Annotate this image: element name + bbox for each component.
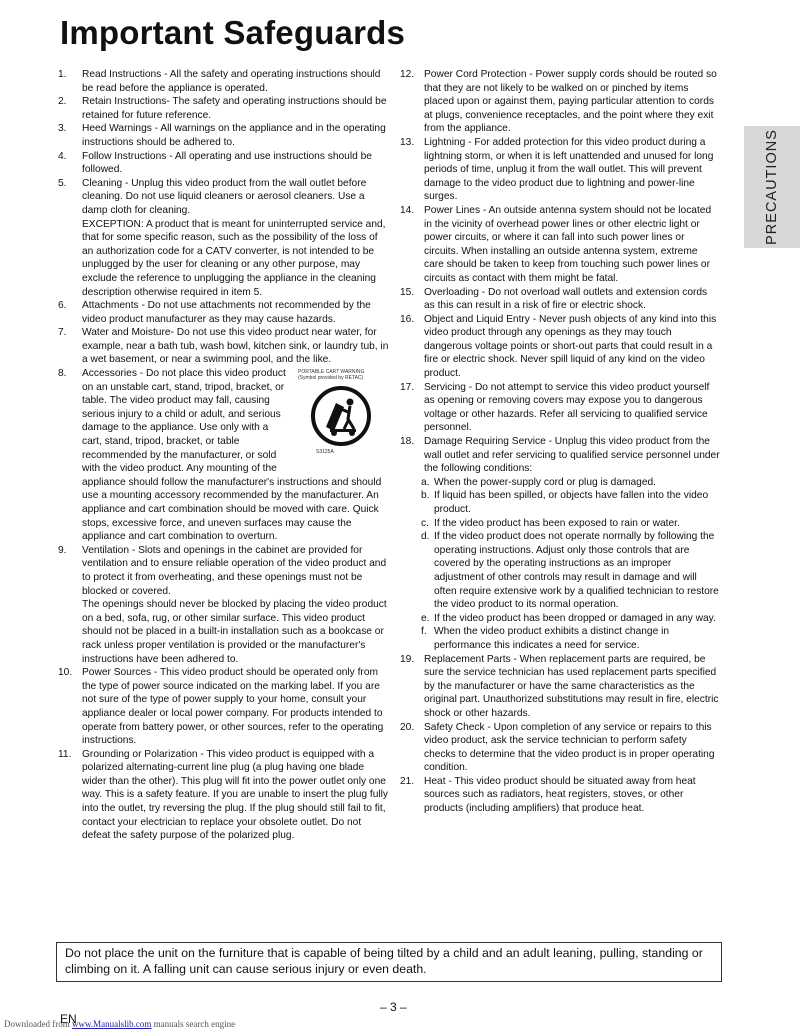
condition-item (400, 625, 720, 652)
item-text: Grounding or Polarization - This video product is equipped with a polarized alternating-current line plug (a plug having one blade wider than the other). This plug will fit into the power outlet only one way. This is a safety feature. If you are unable to insert the plug fully into the outlet, try reversing the plug. If the plug should still fail to fit, contact your electrician to replace your obsolete outlet. Do not defeat the safety purpose of the polarized plug. (82, 748, 388, 842)
item-text: Water and Moisture- Do not use this video product near water, for example, near a bath tub, wash bowl, kitchen sink, or laundry tub, in a wet basement, or near a swimming pool, and the like. (82, 327, 389, 366)
safeguard-item (58, 544, 390, 666)
item-text: Power Lines - An outside antenna system should not be located in the vicinity of overhead power lines or other electric light or power circuits, or where it can fall into such power lines or circuits. When installing an outside antenna system, extreme care should be taken to keep from touching such power lines or circuits as contact with them might be fatal. (424, 204, 712, 284)
item-text: Heed Warnings - All warnings on the appliance and in the operating instructions should be adhered to. (82, 123, 386, 148)
cart-tipover-icon (310, 385, 372, 447)
safeguard-item (400, 313, 720, 381)
safeguard-item (58, 748, 390, 843)
item-number: 3. (58, 123, 67, 135)
tip-over-warning: Do not place the unit on the furniture that is capable of being tilted by a child and an adult leaning, pulling, standing or climbing on it. A falling unit can cause serious injury or even death. (56, 942, 722, 982)
item-text: Replacement Parts - When replacement parts are required, be sure the service technician has used replacement parts specified by the manufacturer or have the same characteristics as the original part. Unauthorized substitutions may result in fire, electric shock or other hazards. (424, 653, 719, 719)
section-tab-label: PRECAUTIONS (764, 129, 780, 245)
condition-item (400, 517, 720, 531)
condition-text: If liquid has been spilled, or objects have fallen into the video product. (434, 490, 709, 515)
item-text: Safety Check - Upon completion of any service or repairs to this video product, ask the service technician to perform safety checks to determine that the video product is in proper operating condition. (424, 721, 715, 774)
safeguard-item (400, 204, 720, 286)
condition-letter: c. (421, 517, 429, 529)
safeguard-item (58, 666, 390, 748)
item-number: 4. (58, 150, 67, 162)
language-label: EN (60, 1012, 77, 1026)
item-number: 20. (400, 721, 415, 733)
safeguard-item (400, 775, 720, 816)
safeguard-item (58, 299, 390, 326)
item-text: Ventilation - Slots and openings in the cabinet are provided for ventilation and to ensure reliable operation of the video product and to protect it from overheating, and these openings must not be blocked or covered. (82, 544, 387, 597)
item-text: Retain Instructions- The safety and operating instructions should be retained for future reference. (82, 96, 387, 121)
cart-warning-label: PORTABLE CART WARNING (298, 369, 365, 376)
item-text: Heat - This video product should be situated away from heat sources such as radiators, heat registers, stoves, or other products (including amplifiers) that produce heat. (424, 775, 696, 815)
safeguard-item (400, 68, 720, 136)
cart-warning-code: S3125A (316, 449, 334, 456)
condition-item (400, 530, 720, 612)
safeguard-item (400, 653, 720, 721)
safeguard-item (58, 68, 390, 95)
condition-text: If the video product has been exposed to rain or water. (434, 517, 680, 529)
footer-link[interactable]: www.Manualslib.com (71, 1019, 152, 1029)
item-number: 13. (400, 136, 415, 148)
item-number: 19. (400, 653, 415, 665)
condition-text: When the power-supply cord or plug is damaged. (434, 476, 656, 488)
portable-cart-warning (296, 367, 390, 461)
item-text: Lightning - For added protection for this video product during a lightning storm, or when it is left unattended and unused for long periods of time, unplug it from the wall outlet. This will prevent damage to the video product due to lightning and power-line surges. (424, 136, 714, 203)
condition-letter: b. (421, 490, 430, 502)
item-number: 15. (400, 286, 415, 298)
safeguard-item (400, 286, 720, 313)
condition-letter: d. (421, 531, 430, 543)
footer-prefix: Downloaded from (4, 1019, 70, 1029)
page-title: Important Safeguards (60, 14, 406, 51)
item-text: Accessories - Do not place this video product on an unstable cart, stand, tripod, bracket, or table. The video product may fall, causing serious injury to a child or adult, and serious damage to the appliance. Use only with a cart, stand, tripod, bracket, or table recommended by the manufacturer, or sold with the video product. Any mounting of the appliance should follow the manufacturer's instructions and should use a mounting accessory recommended by the manufacturer. An appliance and cart combination should be moved with care. Quick stops, excessive force, and uneven surfaces may cause the appliance and cart combination to overturn. (82, 368, 382, 543)
safeguard-item (58, 326, 390, 367)
safeguard-item (58, 150, 390, 177)
item-extra-text: The openings should never be blocked by placing the video product on a bed, sofa, rug, or other similar surface. This video product should not be placed in a built-in installation such as a bookcase or rack unless proper ventilation is provided or the manufacturer's instructions have been adhered to. (82, 599, 387, 665)
item-text: Read Instructions - All the safety and operating instructions should be read before the appliance is operated. (82, 69, 381, 94)
item-number: 12. (400, 69, 415, 80)
item-extra-text: EXCEPTION: A product that is meant for uninterrupted service and, that for some specific reason, such as the possibility of the loss of an authorization code for a CATV converter, is not intended to be unplugged by the user for cleaning or any other purpose, may exclude the reference to unplugging the appliance in the cleaning description otherwise required in item 5. (82, 218, 386, 298)
item-text: Attachments - Do not use attachments not recommended by the video product manufacturer as they may cause hazards. (82, 300, 371, 325)
section-tab (744, 126, 800, 248)
item-text: Object and Liquid Entry - Never push objects of any kind into this video product through any openings as they may touch dangerous voltage points or short-out parts that could result in a fire or electric shock. Never spill liquid of any kind on the video product. (424, 313, 717, 380)
item-number: 21. (400, 775, 415, 787)
page-number: – 3 – (380, 1000, 407, 1014)
safeguard-item (400, 381, 720, 435)
item-number: 10. (58, 667, 73, 679)
safeguard-item (58, 177, 390, 299)
item-text: Servicing - Do not attempt to service this video product yourself as opening or removing covers may expose you to dangerous voltage or other hazards. Refer all servicing to qualified service personnel. (424, 381, 710, 434)
right-column (400, 68, 720, 816)
item-number: 14. (400, 204, 415, 216)
safeguard-item (400, 136, 720, 204)
item-number: 16. (400, 313, 415, 325)
item-number: 5. (58, 177, 67, 189)
item-number: 17. (400, 381, 415, 393)
safeguard-item (58, 122, 390, 149)
item-text: Power Sources - This video product should be operated only from the type of power source indicated on the marking label. If you are not sure of the type of power supply to your home, consult your appliance dealer or local power company. For products intended to operate from battery power, or other sources, refer to the operating instructions. (82, 667, 384, 747)
download-footer (4, 1019, 235, 1029)
item-number: 1. (58, 69, 67, 80)
item-text: Follow Instructions - All operating and use instructions should be followed. (82, 150, 372, 176)
condition-letter: a. (421, 476, 430, 488)
condition-item (400, 476, 720, 490)
safeguard-item (400, 721, 720, 775)
condition-letter: e. (421, 612, 430, 624)
item-number: 2. (58, 96, 67, 108)
item-text: Overloading - Do not overload wall outlets and extension cords as this can result in a risk of fire or electric shock. (424, 286, 708, 312)
item-number: 18. (400, 436, 415, 448)
footer-suffix: manuals search engine (153, 1019, 236, 1029)
condition-item (400, 489, 720, 516)
item-number: 7. (58, 327, 67, 339)
item-text: Power Cord Protection - Power supply cords should be routed so that they are not likely to be walked on or pinched by items placed upon or against them, paying particular attention to cords at plugs, convenience receptacles, and the point where they exit from the appliance. (424, 69, 717, 135)
safeguard-item (58, 95, 390, 122)
condition-text: If the video product has been dropped or damaged in any way. (434, 612, 716, 624)
left-column (58, 68, 390, 843)
item-number: 6. (58, 300, 67, 312)
item-number: 8. (58, 368, 67, 380)
item-number: 11. (58, 748, 72, 760)
condition-text: When the video product exhibits a distinct change in performance this indicates a need for service. (434, 626, 670, 651)
safeguard-item (400, 435, 720, 476)
condition-letter: f. (421, 626, 427, 638)
item-text: Damage Requiring Service - Unplug this video product from the wall outlet and refer servicing to qualified service personnel under the following conditions: (424, 436, 720, 475)
item-text: Cleaning - Unplug this video product from the wall outlet before cleaning. Do not use liquid cleaners or aerosol cleaners. Use a damp cloth for cleaning. (82, 177, 367, 216)
item-number: 9. (58, 544, 67, 556)
safeguard-item (58, 367, 390, 544)
condition-text: If the video product does not operate normally by following the operating instructions. Adjust only those controls that are covered by the operating instructions as an improper adjustment of other controls may result in damage and will often require extensive work by a qualified technician to restore the video product to its normal operation. (434, 531, 719, 611)
cart-warning-source: (Symbol provided by RETAC) (298, 375, 364, 382)
condition-item (400, 612, 720, 626)
